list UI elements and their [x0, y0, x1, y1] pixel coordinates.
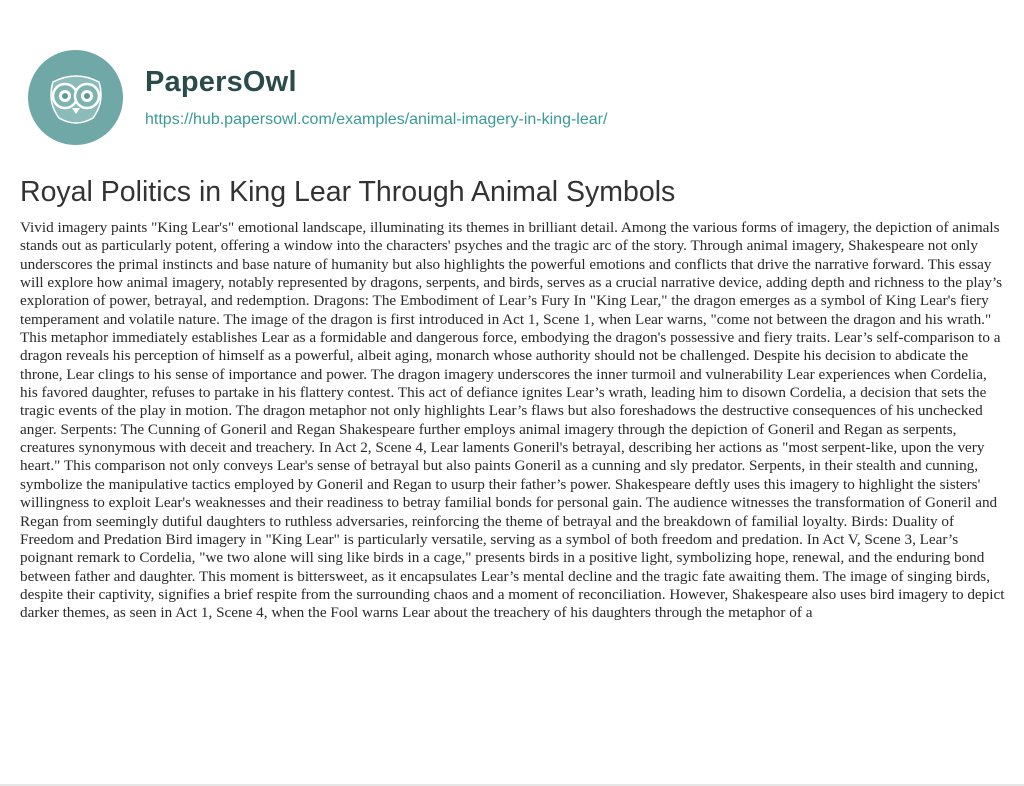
- essay-title: Royal Politics in King Lear Through Animal Symbols: [20, 176, 676, 208]
- source-url-link[interactable]: https://hub.papersowl.com/examples/animal-imagery-in-king-lear/: [145, 111, 608, 128]
- owl-icon: [28, 50, 123, 145]
- brand-name: PapersOwl: [145, 66, 297, 98]
- brand-text: [145, 66, 607, 129]
- essay-body: Vivid imagery paints "King Lear's" emotional landscape, illuminating its themes in brilliant detail. Among the various forms of imagery, the depiction of animals stands out as particularly potent, offering a window into the characters' psyches and the tragic arc of the story. Through animal imagery, Shakespeare not only underscores the primal instincts and base nature of humanity but also highlights the powerful emotions and conflicts that drive the narrative forward. This essay will explore how animal imagery, notably represented by dragons, serpents, and birds, serves as a crucial narrative device, adding depth and richness to the play’s exploration of power, betrayal, and redemption. Dragons: The Embodiment of Lear’s Fury In "King Lear," the dragon emerges as a symbol of King Lear's fiery temperament and volatile nature. The image of the dragon is first introduced in Act 1, Scene 1, when Lear warns, "come not between the dragon and his wrath." This metaphor immediately establishes Lear as a formidable and dangerous force, embodying the dragon's possessive and fiery traits. Lear’s self-comparison to a dragon reveals his perception of himself as a powerful, albeit aging, monarch whose authority should not be challenged. Despite his decision to abdicate the throne, Lear clings to his sense of importance and power. The dragon imagery underscores the inner turmoil and vulnerability Lear experiences when Cordelia, his favored daughter, refuses to partake in his flattery contest. This act of defiance ignites Lear’s wrath, leading him to disown Cordelia, a decision that sets the tragic events of the play in motion. The dragon metaphor not only highlights Lear’s flaws but also foreshadows the destructive consequences of his unchecked anger. Serpents: The Cunning of Goneril and Regan Shakespeare further employs animal imagery through the depiction of Goneril and Regan as serpents, creatures synonymous with deceit and treachery. In Act 2, Scene 4, Lear laments Goneril's betrayal, describing her actions as "most serpent-like, upon the very heart." This comparison not only conveys Lear's sense of betrayal but also paints Goneril as a cunning and sly predator. Serpents, in their stealth and cunning, symbolize the manipulative tactics employed by Goneril and Regan to usurp their father’s power. Shakespeare deftly uses this imagery to highlight the sisters' willingness to exploit Lear's weaknesses and their readiness to betray familial bonds for personal gain. The audience witnesses the transformation of Goneril and Regan from seemingly dutiful daughters to ruthless adversaries, reinforcing the theme of betrayal and the breakdown of familial loyalty. Birds: Duality of Freedom and Predation Bird imagery in "King Lear" is particularly versatile, serving as a symbol of both freedom and predation. In Act V, Scene 3, Lear’s poignant remark to Cordelia, "we two alone will sing like birds in a cage," presents birds in a positive light, symbolizing hope, renewal, and the enduring bond between father and daughter. This moment is bittersweet, as it encapsulates Lear’s mental decline and the tragic fate awaiting them. The image of singing birds, despite their captivity, signifies a brief respite from the surrounding chaos and a moment of reconciliation. However, Shakespeare also uses bird imagery to depict darker themes, as seen in Act 1, Scene 4, when the Fool warns Lear about the treachery of his daughters through the metaphor of a: [20, 219, 1005, 622]
- brand-header: [28, 50, 607, 145]
